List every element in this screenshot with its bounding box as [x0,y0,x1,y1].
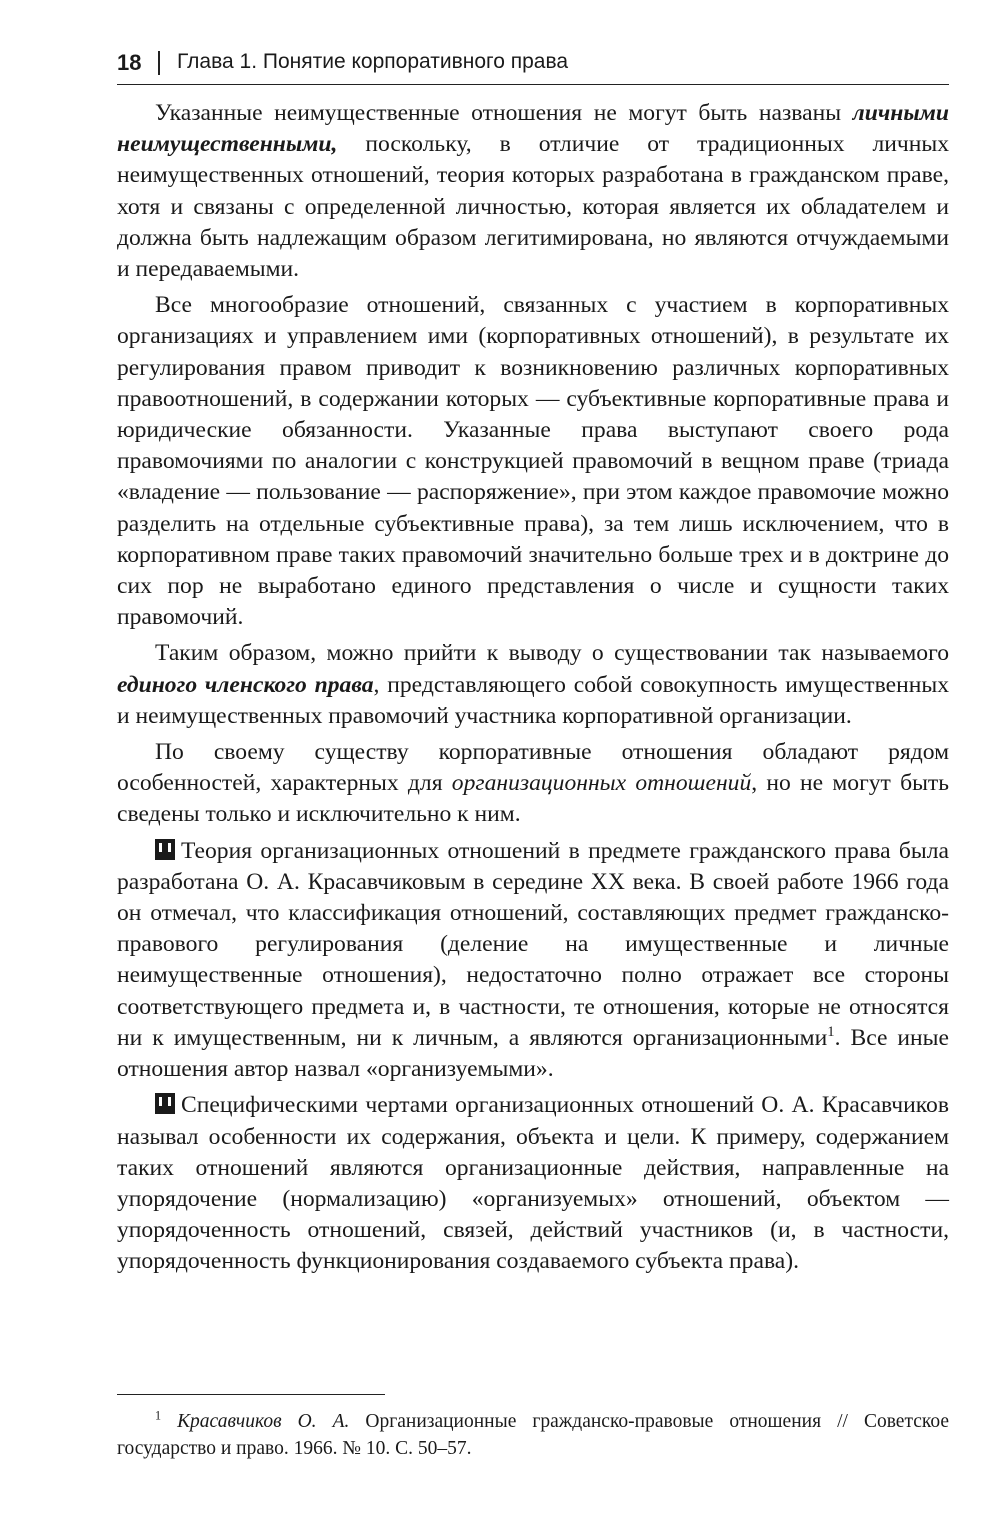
paragraph-1-text-b: поскольку, в отличие от традиционных личных неимущественных отношений, теория которых разработана в гражданском праве, хотя и связаны с определенной личностью, которая является их обладателем и должна быть надлежащим образом легитимирована, но являются отчуждаемыми и передаваемыми. [117,131,949,283]
paragraph-4-text-a: По своему существу корпоративные отношения обладают рядом особенностей, характерных для [117,739,949,797]
main-text [117,98,949,1278]
footnote-text: Организационные гражданско-правовые отношения // Советское государство и право. 1966. № 10. С. 50–57. [117,1411,949,1459]
paragraph-3-emphasis: единого членского права [117,671,374,698]
header-separator [158,51,160,75]
paragraph-6-text: Специфическими чертами организационных отношений О. А. Красавчиков называл особенности их содержания, объекта и цели. К примеру, содержанием таких отношений являются организационные действия, направленные на упорядочение (нормализацию) «организуемых» отношений, объектом — упорядоченность отношений, связей, действий участников (и, в частности, упорядоченность функционирования создаваемого субъекта права). [117,1092,949,1275]
footnote-author: Красавчиков О. А. [177,1411,350,1432]
footnote-divider [117,1394,385,1395]
footnote-number: 1 [155,1408,162,1423]
paragraph-2 [117,290,949,633]
paragraph-1 [117,98,949,285]
page-number: 18 [117,50,142,75]
paragraph-2-text: Все многообразие отношений, связанных с участием в корпоративных организациях и управлением ими (корпоративных отношений), в результате их регулирования правом приводит к возникновению различных корпоративных правоотношений, в содержании которых — субъективные корпоративные права и юридические обязанности. Указанные права выступают своего рода правомочиями по аналогии с конструкцией правомочий в вещном праве (триада «владение — пользование — распоряжение», при этом каждое правомочие можно разделить на отдельные субъективные права), за тем лишь исключением, что в корпоративном праве таких правомочий значительно больше трех и в доктрине до сих пор не выработано единого представления о числе и сущности таких правомочий. [117,292,949,631]
paragraph-6 [117,1090,949,1277]
paragraph-5-text-b: . Все иные отношения автор назвал «организуемыми». [117,1024,949,1083]
paragraph-5-text-a: Теория организационных отношений в предмете гражданского права была разработана О. А. Красавчиковым в середине XX века. В своей работе 1966 года он отмечал, что классификация отношений, составляющих предмет гражданско-правового регулирования (деление на имущественные и личные неимущественные отношения), недостаточно полно отражает все стороны соответствующего предмета и, в частности, те отношения, которые не относятся ни к имущественным, ни к личным, а являются организационными [117,837,949,1051]
chapter-title: Глава 1. Понятие корпоративного права [176,50,569,73]
paragraph-3-text-a: Таким образом, можно прийти к выводу о существовании так называемого [155,640,949,667]
additional-info-icon [155,839,175,860]
paragraph-1-text-a: Указанные неимущественные отношения не могут быть названы [155,100,853,126]
paragraph-5 [117,836,949,1086]
additional-info-icon [155,1093,175,1114]
paragraph-4-emphasis: организационных отношений [451,770,752,797]
paragraph-3-text-b: , представляющего собой совокупность имущественных и неимущественных правомочий участника корпоративной организации. [117,671,949,729]
paragraph-1-emphasis: личными неимущественными, [117,100,949,158]
running-header [117,50,949,85]
paragraph-4-text-b: , но не могут быть сведены только и исключительно к ним. [117,770,950,828]
footnote-reference: 1 [827,1024,835,1041]
footnote [117,1408,949,1462]
paragraph-4 [117,737,949,831]
paragraph-3 [117,638,949,732]
